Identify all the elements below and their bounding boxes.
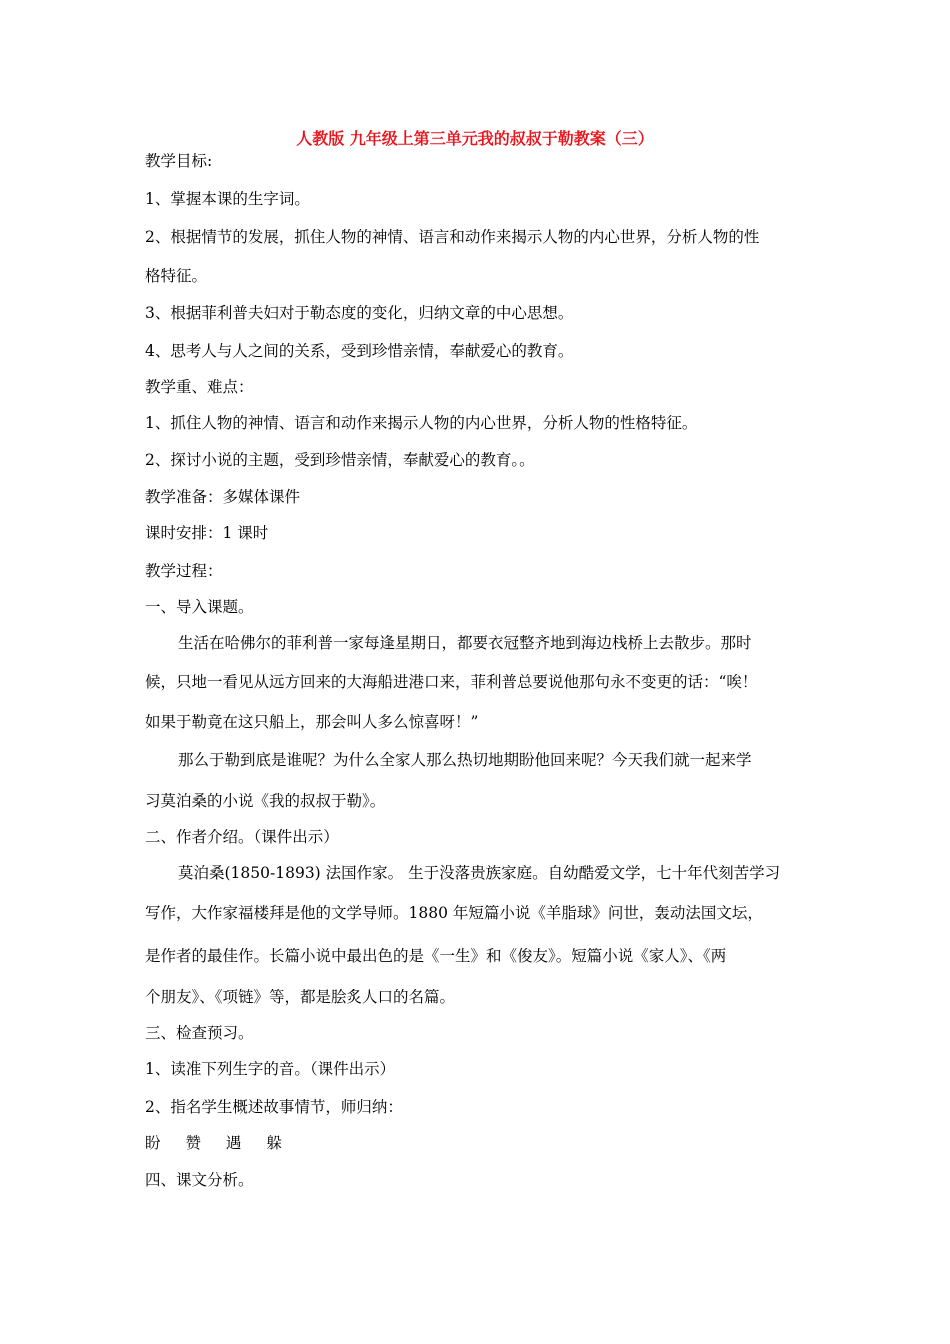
objective-2-cont: 格特征。 [145, 267, 208, 285]
section-heading-key-points: 教学重、难点： [145, 378, 254, 396]
vocab-char: 躲 [266, 1134, 282, 1152]
paragraph-intro-line-2: 候，只地一看见从远方回来的大海船进港口来，菲利普总要说他那句永不变更的话：“唉！ [145, 673, 758, 691]
paragraph-author-line-4: 个朋友》、《项链》等，都是脍炙人口的名篇。 [145, 988, 456, 1006]
preview-item-1: 1、读准下列生字的音。（课件出示） [145, 1060, 396, 1078]
section-heading-objectives: 教学目标: [145, 152, 213, 170]
paragraph-question-line-1: 那么于勒到底是谁呢？为什么全家人那么热切地期盼他回来呢？今天我们就一起来学 [178, 751, 752, 769]
vocabulary-characters [145, 1133, 302, 1153]
key-point-2: 2、探讨小说的主题，受到珍惜亲情，奉献爱心的教育。。 [145, 451, 535, 469]
vocab-char: 遇 [225, 1134, 242, 1152]
vocab-char: 赞 [185, 1134, 201, 1152]
paragraph-author-line-2: 写作，大作家福楼拜是他的文学导师。1880 年短篇小说《羊脂球》问世，轰动法国文坛， [145, 904, 763, 922]
schedule: 课时安排：1 课时 [145, 524, 269, 542]
document-title: 人教版 九年级上第三单元我的叔叔于勒教案（三） [296, 129, 654, 148]
objective-1: 1、掌握本课的生字词。 [145, 190, 310, 208]
step-4-heading: 四、课文分析。 [145, 1171, 254, 1189]
paragraph-author-line-3: 是作者的最佳作。长篇小说中最出色的是《一生》和《俊友》。短篇小说《家人》、《两 [145, 947, 727, 965]
objective-3: 3、根据菲利普夫妇对于勒态度的变化，归纳文章的中心思想。 [145, 304, 574, 322]
objective-4: 4、思考人与人之间的关系，受到珍惜亲情，奉献爱心的教育。 [145, 342, 574, 360]
step-1-heading: 一、导入课题。 [145, 598, 254, 616]
step-3-heading: 三、检查预习。 [145, 1024, 254, 1042]
vocab-char: 盼 [145, 1134, 161, 1152]
step-2-heading: 二、作者介绍。（课件出示） [145, 828, 339, 846]
paragraph-author-line-1: 莫泊桑(1850-1893) 法国作家。 生于没落贵族家庭。自幼酷爱文学，七十年代刻苦学习 [178, 864, 781, 882]
objective-2: 2、根据情节的发展，抓住人物的神情、语言和动作来揭示人物的内心世界，分析人物的性 [145, 228, 760, 246]
paragraph-intro-line-1: 生活在哈佛尔的菲利普一家每逢星期日，都要衣冠整齐地到海边栈桥上去散步。那时 [178, 634, 752, 652]
paragraph-intro-line-3: 如果于勒竟在这只船上，那会叫人多么惊喜呀！” [145, 713, 479, 731]
paragraph-question-line-2: 习莫泊桑的小说《我的叔叔于勒》。 [145, 792, 386, 810]
preparation: 教学准备：多媒体课件 [145, 488, 301, 506]
preview-item-2: 2、指名学生概述故事情节，师归纳： [145, 1098, 403, 1116]
section-heading-process: 教学过程： [145, 562, 223, 580]
key-point-1: 1、抓住人物的神情、语言和动作来揭示人物的内心世界，分析人物的性格特征。 [145, 414, 698, 432]
